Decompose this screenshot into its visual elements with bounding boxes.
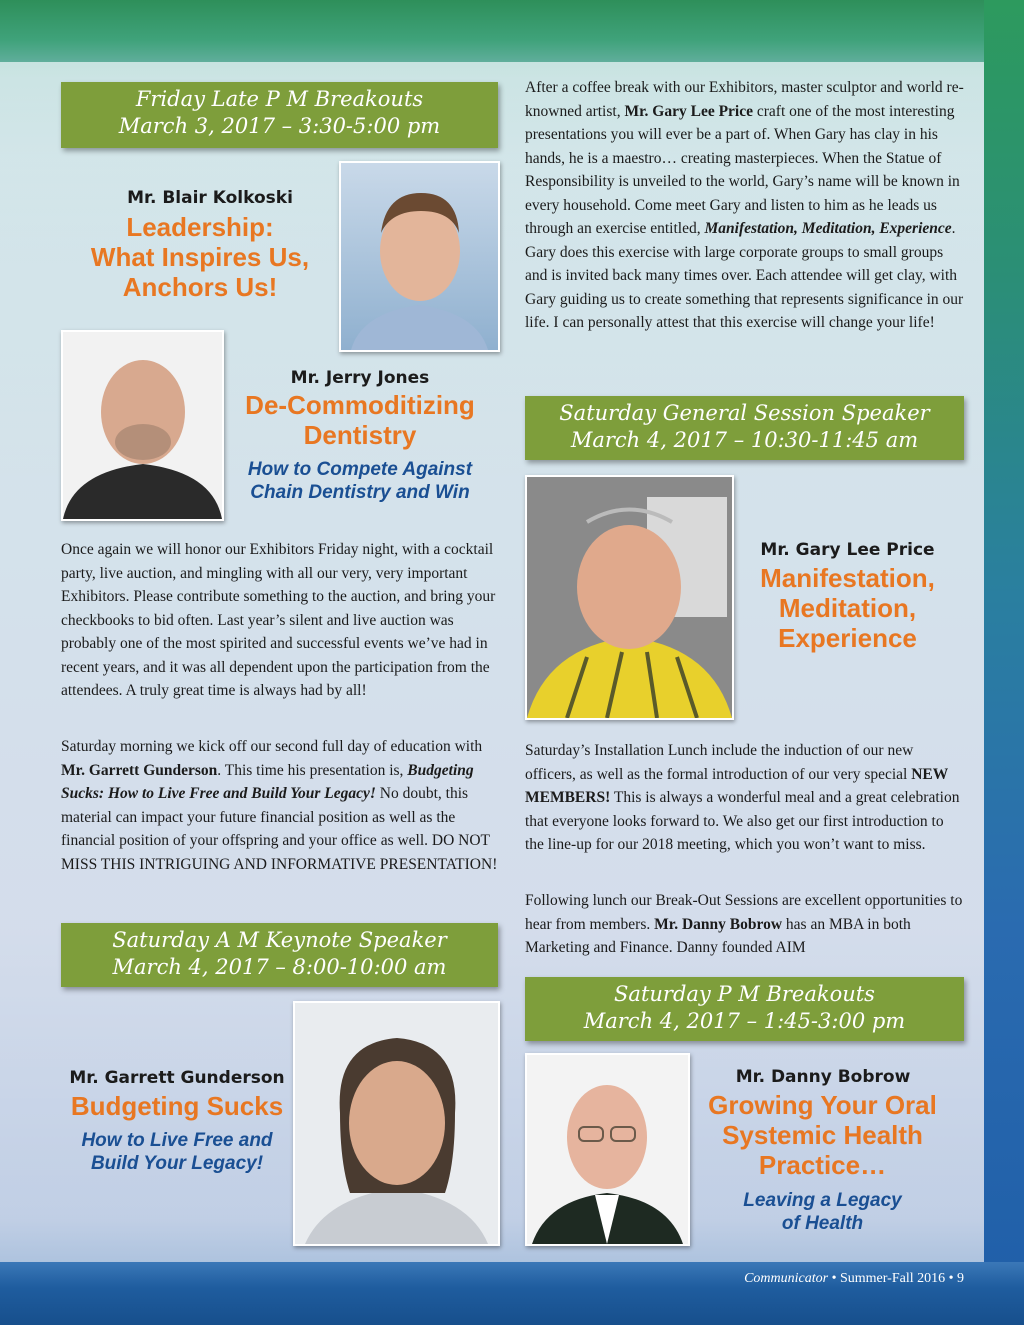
friday-breakouts-banner <box>61 82 498 148</box>
saturday-am-keynote-banner <box>61 923 498 987</box>
speaker-photo-kolkoski <box>339 161 500 352</box>
speaker-name-kolkoski: Mr. Blair Kolkoski <box>127 188 293 208</box>
paragraph-friday-night: Once again we will honor our Exhibitors Friday night, with a cocktail party, live auction, and mingling with all our very, very important Exhibitors. Please contribute something to the auction, and bring your checkbooks to bid often. Last year’s silent and live auction was probably one of the most spirited and successful events we’ve had in recent years, and it was all dependent upon the participation from the attendees. A truly great time is always had by all! <box>61 541 496 699</box>
speaker-ref-gunderson: Mr. Garrett Gunderson <box>61 761 218 779</box>
session-subtitle-jones: How to Compete Against Chain Dentistry and Win <box>247 459 473 503</box>
speaker-photo-price <box>525 475 734 720</box>
speaker-photo-jones <box>61 330 224 521</box>
speaker-photo-bobrow <box>525 1053 690 1246</box>
banner-heading: Friday Late P M Breakouts <box>135 87 424 111</box>
session-title-bobrow: Growing Your Oral Systemic Health Practice… <box>708 1090 937 1180</box>
banner-date: March 3, 2017 – 3:30-5:00 pm <box>118 114 441 138</box>
presentation-ref-manifestation: Manifestation, Meditation, Experience <box>704 220 952 237</box>
banner-date: March 4, 2017 – 1:45-3:00 pm <box>583 1009 906 1033</box>
session-title-price: Manifestation, Meditation, Experience <box>760 563 935 653</box>
saturday-general-session-banner <box>525 396 964 460</box>
paragraph-installation-lunch: Saturday’s Installation Lunch include the induction of our new officers, as well as the formal introduction of our very special NEW MEMBERS! This is always a wonderful meal and a great celebration that everyone looks forward to. We also get our first introduction to the line-up for our 2018 meeting, which you won’t want to miss. <box>525 742 960 853</box>
page-footer <box>744 1271 964 1287</box>
session-title-kolkoski: Leadership: What Inspires Us, Anchors Us! <box>90 212 310 302</box>
speaker-name-price: Mr. Gary Lee Price <box>760 540 935 560</box>
speaker-name-gunderson: Mr. Garrett Gunderson <box>69 1068 285 1088</box>
paragraph-coffee-break: After a coffee break with our Exhibitors, master sculptor and world re-knowned artist, Mr. Gary Lee Price craft one of the most interesting presentations you will ever be a part of. When Gary has clay in his hands, he is a maestro… creating masterpieces. When the Statue of Responsibility is unveiled to the world, Gary’s name will be known in every household. Come meet Gary and listen to him as he leads us through an exercise entitled, Manifestation, Meditation, Experience. Gary does this exercise with large corporate groups to small groups and is invited back many times over. Each attendee will get clay, with Gary guiding us to create something that represents significance in our life. I can personally attest that this exercise will change your life! <box>525 79 964 331</box>
speaker-name-bobrow: Mr. Danny Bobrow <box>735 1067 911 1087</box>
paragraph-saturday-morning: Saturday morning we kick off our second full day of education with Mr. Garrett Gunderson. This time his presentation is, Budgeting Sucks: How to Live Free and Build Your Legacy! No doubt, this material can impact your future financial position as well as the financial position of your offspring and your office as well. DO NOT MISS THIS INTRIGUING AND INFORMATIVE PRESENTATION! <box>61 738 498 873</box>
issue-and-page: • Summer-Fall 2016 • 9 <box>828 1271 964 1286</box>
speaker-ref-price: Mr. Gary Lee Price <box>624 102 753 120</box>
banner-heading: Saturday A M Keynote Speaker <box>112 928 447 952</box>
banner-heading: Saturday P M Breakouts <box>614 982 875 1006</box>
banner-heading: Saturday General Session Speaker <box>559 401 930 425</box>
speaker-photo-gunderson <box>293 1001 500 1246</box>
banner-date: March 4, 2017 – 10:30-11:45 am <box>570 428 919 452</box>
speaker-ref-bobrow: Mr. Danny Bobrow <box>654 915 783 933</box>
session-subtitle-bobrow: Leaving a Legacy of Health <box>743 1190 902 1234</box>
session-subtitle-gunderson: How to Live Free and Build Your Legacy! <box>81 1130 273 1174</box>
presentation-ref-budgeting: Budgeting Sucks: How to Live Free and Build Your Legacy! <box>61 761 474 802</box>
publication-name: Communicator <box>744 1271 829 1286</box>
session-title-gunderson: Budgeting Sucks <box>70 1091 284 1121</box>
session-title-jones: De-Commoditizing Dentistry <box>245 390 475 450</box>
speaker-name-jones: Mr. Jerry Jones <box>290 368 430 388</box>
new-members-callout: NEW MEMBERS! <box>525 765 948 806</box>
paragraph-breakout-sessions: Following lunch our Break-Out Sessions are excellent opportunities to hear from members. Mr. Danny Bobrow has an MBA in both Marketing and Finance. Danny founded AIM <box>525 892 963 956</box>
background-edge <box>984 0 1024 1325</box>
saturday-pm-breakouts-banner <box>525 977 964 1041</box>
banner-date: March 4, 2017 – 8:00-10:00 am <box>112 955 447 979</box>
